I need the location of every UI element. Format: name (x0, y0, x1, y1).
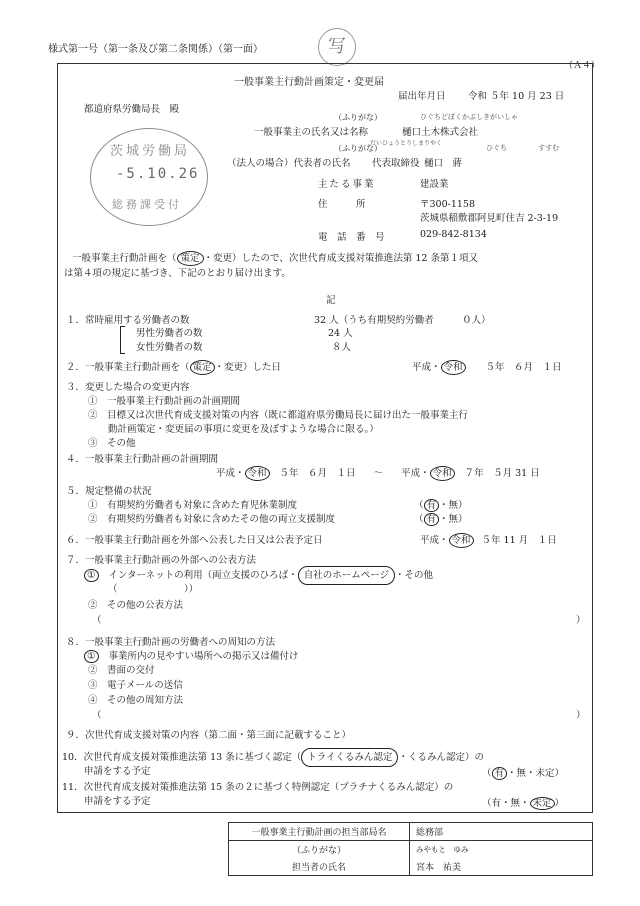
item10-ans-open: （ (482, 768, 492, 779)
item2-date (412, 359, 562, 373)
company-name: 樋口土木株式会社 (402, 127, 479, 138)
item2-circled: 策定 (190, 360, 215, 375)
item11-line1: 11．次世代育成支援対策推進法第 15 条の２に基づく特例認定（プラチナくるみん認定）の (62, 782, 454, 793)
item10-answer (482, 765, 564, 779)
company-furigana-label: （ふりがな） (334, 113, 382, 122)
item7-opt1-circled: 自社のホームページ (298, 566, 395, 585)
receipt-mark (318, 28, 356, 66)
item8-label: ８．一般事業主行動計画の労働者への周知の方法 (66, 637, 276, 648)
item4-from-pre: 平成・ (216, 468, 245, 479)
item5-row1-no: ・無） (439, 500, 468, 511)
item10-pre: 10．次世代育成支援対策推進法第 13 条に基づく認定（ (62, 752, 302, 763)
item1-bracket (120, 326, 125, 354)
rep-furigana-title: だいひょうとりしまりやく (370, 140, 443, 147)
item3-opt2-cont: 動計画策定・変更届の事項に変更を及ぼすような場合に限る。） (108, 424, 379, 435)
form-label: 様式第一号（第一条及び第二条関係）（第一面） (48, 44, 263, 55)
item8-paren-open: （ (92, 710, 102, 721)
resp-furigana-value: みやもと ゆみ (410, 841, 593, 859)
item11-ans-pre: （有・無・ (482, 798, 530, 809)
item8-opt4: ④ その他の周知方法 (88, 695, 184, 706)
item6-date (420, 532, 557, 546)
item6-era-pre: 平成・ (420, 535, 449, 546)
receipt-mark-char: 写 (328, 36, 346, 57)
item1-male-value: 24 人 (328, 328, 353, 339)
rep-name: 樋口 蔣 (424, 158, 463, 169)
business-value: 建設業 (420, 179, 449, 190)
item8-opt1-text: 事業所内の見やすい場所への掲示又は備付け (108, 651, 299, 662)
responsible-table (228, 822, 593, 876)
item5-row2-no: ・無） (439, 514, 468, 525)
item7-opt1-post: ・その他 (395, 570, 434, 581)
item4-label: ４．一般事業主行動計画の計画期間 (66, 454, 219, 465)
address-postal: 〒300-1158 (420, 199, 476, 210)
item10-ans-yes: 有 (492, 767, 508, 780)
item7-paren-open: （ (92, 615, 102, 626)
item5-row2-yes: 有 (424, 513, 440, 526)
dept-value: 総務部 (410, 823, 593, 841)
item5-row2-ans (414, 511, 468, 525)
submit-date-label: 届出年月日 (398, 91, 446, 102)
rep-furigana-given: すすむ (538, 144, 560, 152)
item7-opt2: ② その他の公表方法 (88, 600, 184, 611)
item5-row2: ② 有期契約労働者も対象に含めたその他の両立支援制度 (88, 514, 336, 525)
ki-heading: 記 (326, 295, 336, 306)
item2-label (66, 359, 281, 373)
item4-period (216, 465, 540, 479)
item8-opt3: ③ 電子メールの送信 (88, 680, 183, 691)
item4-to-pre: 平成・ (401, 468, 430, 479)
item11-answer (482, 795, 564, 809)
item11-ans-circled: 未定 (530, 797, 555, 810)
item6-date-value: ５年 11 月 １日 (481, 535, 557, 546)
item4-to-era: 令和 (430, 466, 455, 481)
submit-date-value: 令和 ５年 10 月 23 日 (468, 91, 565, 102)
item6-era-circled: 令和 (449, 533, 474, 548)
item5-label: ５．規定整備の状況 (66, 486, 152, 497)
business-label: 主たる事業 (318, 179, 376, 190)
receipt-stamp-top: 茨城労働局 (110, 144, 191, 159)
item6-label: ６．一般事業主行動計画を外部へ公表した日又は公表予定日 (66, 535, 323, 546)
item1-label: １．常時雇用する労働者の数 (66, 315, 190, 326)
item1-female-value: ８人 (332, 342, 352, 353)
table-row (229, 823, 593, 841)
item5-row2-open: （ (414, 514, 424, 525)
phone-label: 電 話 番 号 (318, 232, 385, 243)
item3-opt2: ② 目標又は次世代育成支援対策の内容（既に都道府県労働局長に届け出た一般事業主行 (88, 410, 469, 421)
intro-line2: は第４項の規定に基づき、下記のとおり届け出ます。 (64, 268, 291, 279)
rep-title: 代表取締役 (372, 158, 420, 169)
item5-row1: ① 有期契約労働者も対象に含めた育児休業制度 (88, 500, 298, 511)
resp-name-value: 宮本 祐美 (410, 858, 593, 876)
item3-label: ３．変更した場合の変更内容 (66, 382, 190, 393)
item10-circled: トライくるみん認定 (301, 748, 398, 767)
item10-line1 (62, 749, 484, 763)
item4-tilde: ～ (373, 468, 384, 479)
item8-opt1-num: ① (84, 650, 99, 663)
item8-opt2: ② 書面の交付 (88, 665, 155, 676)
item7-paren-close: ） (576, 615, 586, 626)
intro-post: ・変更）したので、次世代育成支援対策推進法第 12 条第１項又 (203, 253, 478, 264)
addressee: 都道府県労働局長 殿 (84, 104, 180, 115)
item2-post: ・変更）した日 (214, 362, 282, 373)
item7-opt1 (84, 567, 433, 581)
item1-female-label: 女性労働者の数 (136, 342, 203, 353)
intro-line1 (72, 250, 478, 264)
address-line: 茨城県稲敷郡阿見町住吉 2-3-19 (420, 213, 559, 224)
item1-male-label: 男性労働者の数 (136, 328, 203, 339)
company-furigana: ひぐちどぼくかぶしきがいしゃ (420, 113, 518, 121)
item7-opt1-cont: （ ）） (108, 584, 199, 595)
resp-furigana-label: （ふりがな） (229, 841, 410, 859)
company-label: 一般事業主の氏名又は名称 (254, 127, 369, 138)
item11-ans-close: ） (554, 798, 565, 809)
form-title: 一般事業主行動計画策定・変更届 (234, 77, 384, 88)
item7-opt1-num: ① (84, 569, 99, 582)
item4-from-date: ５年 ６月 １日 (279, 468, 356, 479)
item8-opt1 (84, 648, 299, 662)
receipt-stamp-bottom: 総務課受付 (112, 198, 182, 211)
resp-name-label: 担当者の氏名 (229, 858, 410, 876)
rep-furigana-family: ひぐち (486, 144, 507, 152)
item7-opt1-text: インターネットの利用（両立支援のひろば・ (108, 570, 298, 581)
item5-row1-yes: 有 (424, 499, 440, 512)
item5-row1-open: （ (414, 500, 424, 511)
item4-from-era: 令和 (245, 466, 270, 481)
intro-pre: 一般事業主行動計画を（ (72, 253, 177, 264)
address-label: 住 所 (318, 199, 366, 210)
item9-label: ９．次世代育成支援対策の内容（第二面・第三面に記載すること） (66, 730, 352, 741)
item5-row1-ans (414, 497, 468, 511)
item7-label: ７．一般事業主行動計画の外部への公表方法 (66, 555, 257, 566)
rep-furigana-label: （ふりがな） (334, 144, 382, 153)
item3-opt1: ① 一般事業主行動計画の計画期間 (88, 396, 241, 407)
phone-value: 029-842-8134 (420, 229, 487, 240)
item11-line2: 申請をする予定 (84, 796, 151, 807)
item10-line2: 申請をする予定 (84, 766, 151, 777)
item10-post: ・くるみん認定）の (398, 752, 484, 763)
item1-value: 32 人（うち有期契約労働者 ０人） (314, 315, 491, 326)
table-row (229, 858, 593, 876)
item2-pre: ２．一般事業主行動計画を（ (66, 362, 190, 373)
size-code: （Ａ４） (564, 61, 601, 71)
item3-opt3: ③ その他 (88, 438, 136, 449)
rep-label: （法人の場合）代表者の氏名 (227, 158, 351, 169)
item10-ans-rest: ・無・未定） (507, 768, 565, 779)
item2-era-circled: 令和 (441, 360, 466, 375)
item8-paren-close: ） (576, 710, 586, 721)
dept-label: 一般事業主行動計画の担当部局名 (229, 823, 410, 841)
item2-era-pre: 平成・ (412, 362, 441, 373)
table-row (229, 841, 593, 859)
item4-to-date: ７年 ５月 31 日 (464, 468, 540, 479)
receipt-stamp-date: -5.10.26 (116, 166, 200, 182)
item2-date-value: ５年 ６月 １日 (485, 362, 562, 373)
intro-circled: 策定 (177, 251, 204, 266)
